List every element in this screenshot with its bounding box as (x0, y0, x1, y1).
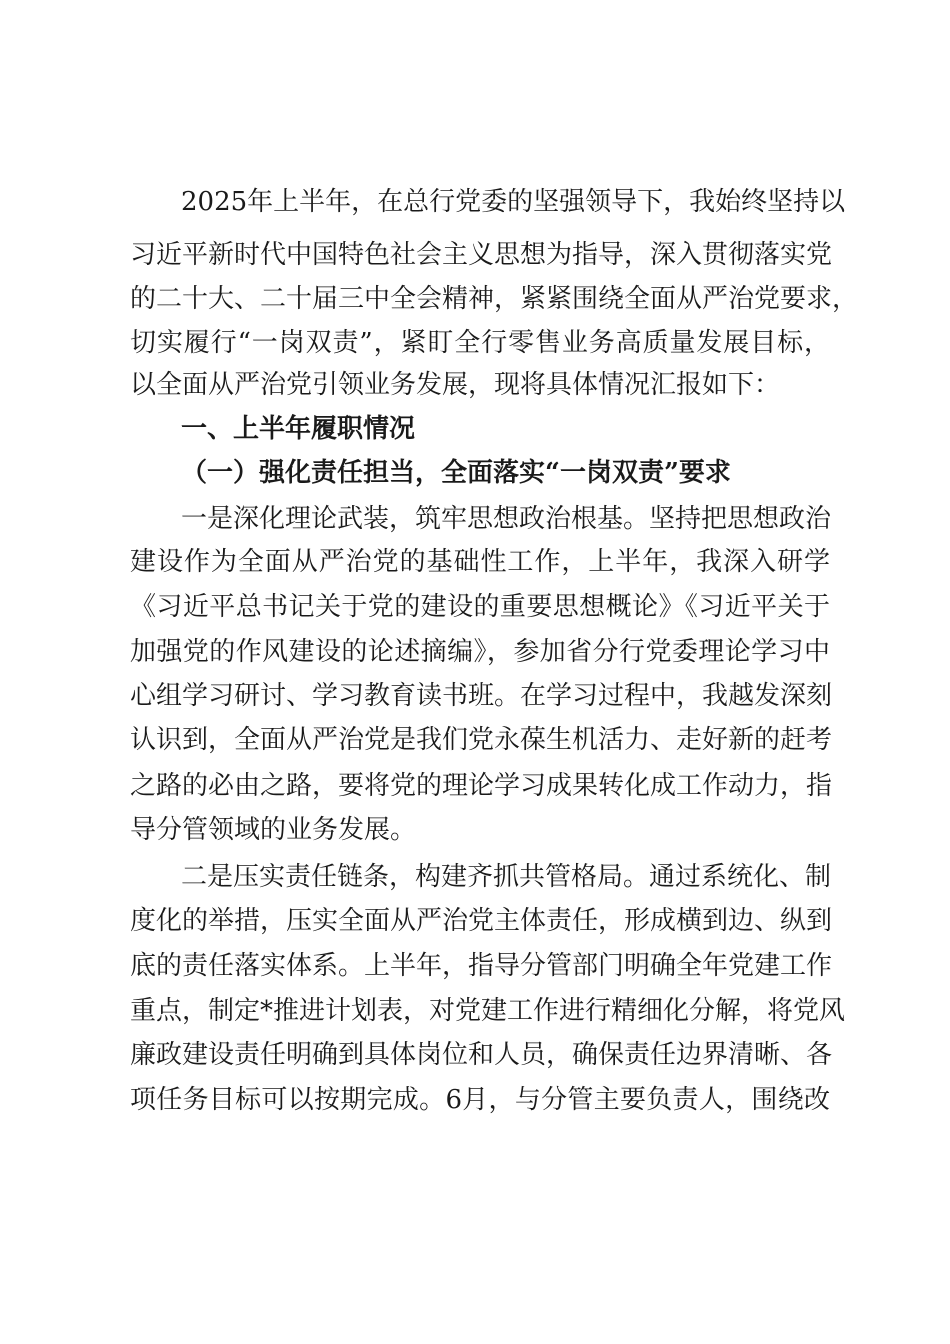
paragraph-3-line-3: 底的责任落实体系。上半年，指导分管部门明确全年党建工作 (130, 951, 833, 981)
paragraph-2-line-5: 心组学习研讨、学习教育读书班。在学习过程中，我越发深刻 (130, 681, 833, 711)
paragraph-1-line-4: 切实履行“一岗双责”，紧盯全行零售业务高质量发展目标， (130, 328, 830, 358)
paragraph-2-line-3: 《习近平总书记关于党的建设的重要思想概论》《习近平关于 (130, 592, 830, 622)
paragraph-3-line-6: 项任务目标可以按期完成。6月，与分管主要负责人，围绕改 (130, 1085, 830, 1115)
paragraph-3-line-5: 廉政建设责任明确到具体岗位和人员，确保责任边界清晰、各 (130, 1040, 833, 1070)
paragraph-2-line-7: 之路的必由之路，要将党的理论学习成果转化成工作动力，指 (130, 771, 833, 801)
paragraph-3-line-1: 二是压实责任链条，构建齐抓共管格局。通过系统化、制 (181, 862, 832, 892)
paragraph-2-line-1: 一是深化理论武装，筑牢思想政治根基。坚持把思想政治 (181, 504, 832, 534)
subsection-heading: （一）强化责任担当，全面落实“一岗双责”要求 (181, 458, 731, 488)
paragraph-1-line-2: 习近平新时代中国特色社会主义思想为指导，深入贯彻落实党 (130, 240, 833, 270)
paragraph-2-line-6: 认识到，全面从严治党是我们党永葆生机活力、走好新的赶考 (130, 725, 833, 755)
paragraph-2-line-8: 导分管领域的业务发展。 (130, 815, 417, 845)
paragraph-1-line-5: 以全面从严治党引领业务发展，现将具体情况汇报如下： (130, 370, 781, 400)
paragraph-2-line-4: 加强党的作风建设的论述摘编》，参加省分行党委理论学习中 (130, 637, 830, 667)
paragraph-1-line-3: 的二十大、二十届三中全会精神，紧紧围绕全面从严治党要求， (130, 284, 859, 314)
paragraph-3-line-4: 重点，制定*推进计划表，对党建工作进行精细化分解，将党风 (130, 996, 846, 1026)
section-heading: 一、上半年履职情况 (181, 414, 416, 444)
paragraph-2-line-2: 建设作为全面从严治党的基础性工作，上半年，我深入研学 (130, 547, 830, 577)
paragraph-3-line-2: 度化的举措，压实全面从严治党主体责任，形成横到边、纵到 (130, 906, 833, 936)
paragraph-1-line-1: 2025年上半年，在总行党委的坚强领导下，我始终坚持以 (181, 187, 846, 217)
